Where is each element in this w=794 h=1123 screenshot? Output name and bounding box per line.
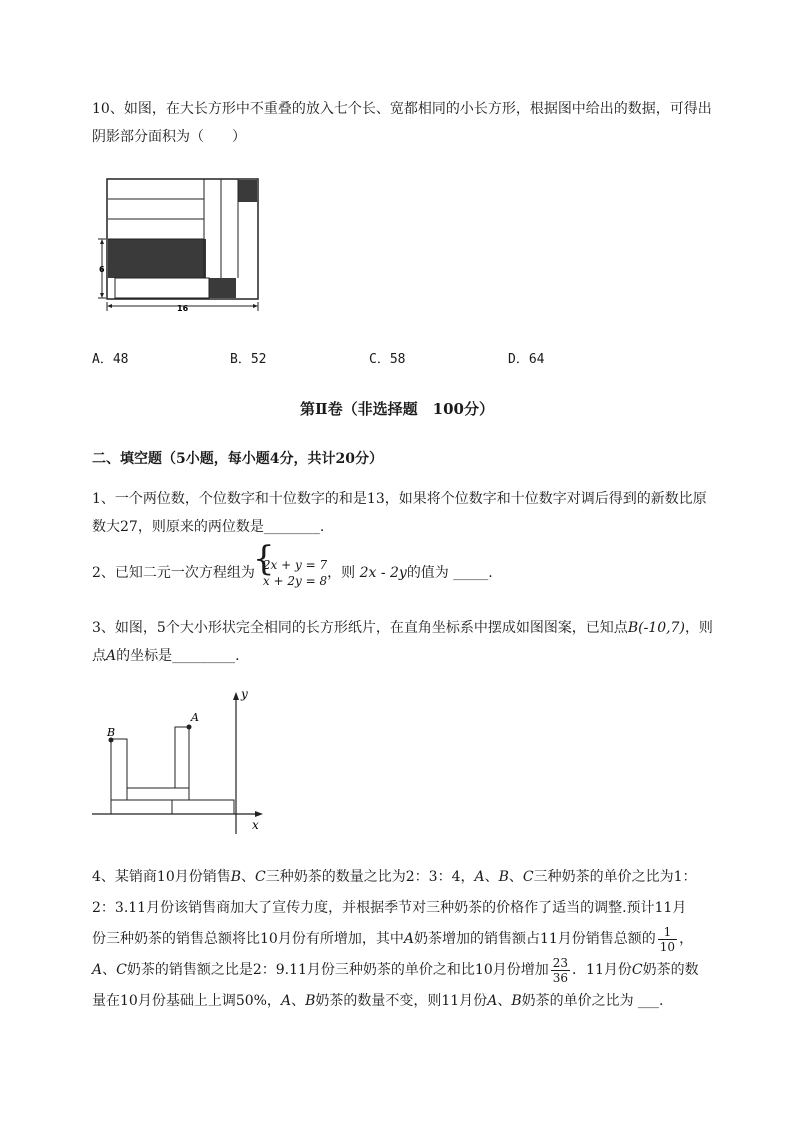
- rectangle-figure: [96, 175, 264, 315]
- question-1-line1: 1、一个两位数，个位数字和十位数字的和是13，如果将个位数字和十位数字对调后得到的新数比原: [92, 491, 707, 507]
- y-axis-label: y: [241, 687, 248, 701]
- question-3-line2-end: 的坐标是_________.: [116, 648, 240, 664]
- equation-2: x + 2y = 8: [262, 574, 328, 588]
- shaded-bottom-right: [209, 278, 236, 298]
- height-label: 6: [99, 265, 105, 274]
- question-3: [92, 614, 762, 670]
- point-b-label: B: [107, 726, 116, 739]
- question-4-line1: 4、某销商10月份销售B、C三种奶茶的数量之比为2：3：4，A、B、C三种奶茶的单价之比为1：: [92, 869, 697, 885]
- question-10-line2: 阴影部分面积为（ ）: [92, 129, 246, 145]
- question-4-line3: 份三种奶茶的销售总额将比10月份有所增加，其中A奶茶增加的销售额占11月份销售总额的 $\frac{1}{10}$ ，: [92, 924, 694, 954]
- width-label: 16: [177, 304, 189, 313]
- coordinate-figure: [90, 686, 270, 836]
- equation-system: [255, 557, 327, 589]
- shaded-top-right: [238, 180, 257, 202]
- question-10: [92, 95, 757, 151]
- question-3-line2: 点: [92, 648, 106, 664]
- question-2-suffix: 的值为 _____.: [406, 565, 493, 581]
- fraction-1-10: $\frac{1}{10}$: [659, 924, 676, 954]
- point-a: A: [106, 648, 117, 664]
- equation-1: { 2x + y = 7: [262, 558, 328, 572]
- point-b: B(-10,7): [627, 620, 685, 636]
- question-4-line4: A、C奶茶的销售额之比是2：9.11月份三种奶茶的单价之和比10月份增加 $\frac{23}{36}$ ．11月份C奶茶的数: [92, 955, 699, 985]
- point-a-dot: [187, 725, 192, 730]
- point-a-label: A: [191, 711, 199, 724]
- question-4-line5: 量在10月份基础上上调50%，A、B奶茶的数量不变，则11月份A、B奶茶的单价之比为 ___.: [92, 993, 664, 1009]
- question-2-prefix: 2、已知二元一次方程组为: [92, 565, 255, 581]
- question-4: [92, 862, 762, 1017]
- question-1-line2: 数大27，则原来的两位数是________.: [92, 519, 325, 535]
- question-3-line1-end: ，则: [684, 620, 713, 636]
- fraction-23-36: $\frac{23}{36}$: [552, 955, 569, 985]
- question-4-line2: 2：3.11月份该销售商加大了宣传力度，并根据季节对三种奶茶的价格作了适当的调整.预计11月: [92, 900, 687, 916]
- question-3-line1: 3、如图，5个大小形状完全相同的长方形纸片，在直角坐标系中摆成如图图案，已知点: [92, 620, 628, 636]
- choice-d[interactable]: D．64: [508, 352, 545, 367]
- part-title: 二、填空题（5小题，每小题4分，共计20分）: [92, 451, 383, 467]
- choice-a[interactable]: A．48: [92, 352, 129, 367]
- shaded-middle-left: [108, 239, 206, 278]
- question-2-expr: 2x - 2y: [359, 565, 407, 581]
- question-2: [92, 557, 493, 589]
- choice-b[interactable]: B．52: [230, 352, 267, 367]
- question-1: [92, 485, 762, 541]
- section-title: 第Ⅱ卷（非选择题 100分）: [300, 400, 494, 418]
- question-10-line1: 10、如图，在大长方形中不重叠的放入七个长、宽都相同的小长方形，根据图中给出的数据，可得出: [92, 101, 712, 117]
- x-axis-label: x: [252, 818, 259, 832]
- question-2-middle: ，则: [327, 565, 356, 581]
- choice-c[interactable]: C．58: [369, 352, 406, 367]
